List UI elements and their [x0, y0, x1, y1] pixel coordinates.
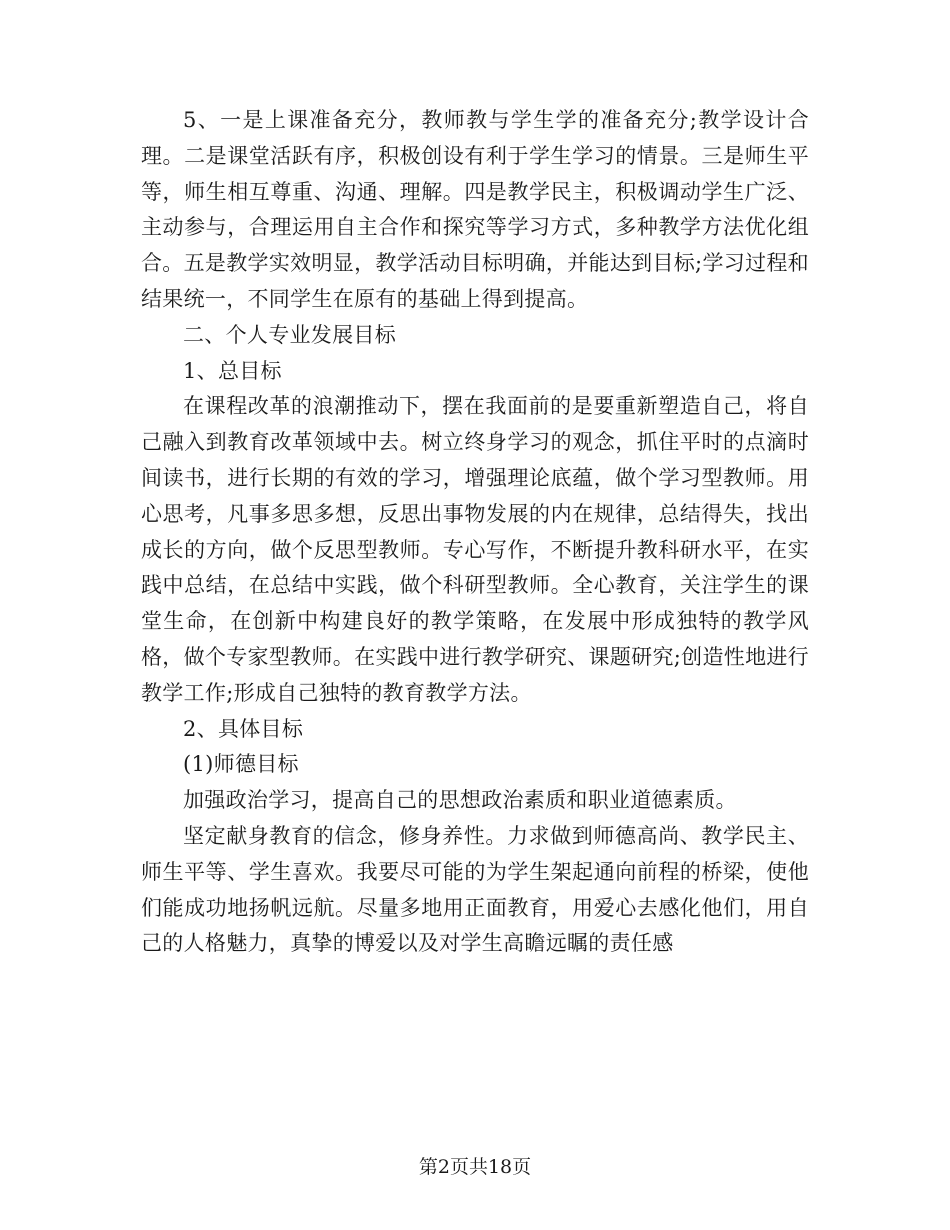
document-body — [141, 103, 809, 962]
heading-ethics-goal: (1)师德目标 — [183, 752, 299, 777]
heading-overall-goal: 1、总目标 — [183, 358, 282, 383]
heading-professional-goals: 二、个人专业发展目标 — [183, 322, 396, 347]
paragraph-overall-goal: 在课程改革的浪潮推动下，摆在我面前的是要重新塑造自己，将自己融入到教育改革领域中去。树立终身学习的观念，抓住平时的点滴时间读书，进行长期的有效的学习，增强理论底蕴，做个学习型教师。用心思考，凡事多思多想，反思出事物发展的内在规律，总结得失，找出成长的方向，做个反思型教师。专心写作，不断提升教科研水平，在实践中总结，在总结中实践，做个科研型教师。全心教育，关注学生的课堂生命，在创新中构建良好的教学策略，在发展中形成独特的教学风格，做个专家型教师。在实践中进行教学研究、课题研究;创造性地进行教学工作;形成自己独特的教育教学方法。 — [141, 394, 809, 705]
paragraph-teaching-standards: 5、一是上课准备充分，教师教与学生学的准备充分;教学设计合理。二是课堂活跃有序，积极创设有利于学生学习的情景。三是师生平等，师生相互尊重、沟通、理解。四是教学民主，积极调动学生广泛、主动参与，合理运用自主合作和探究等学习方式，多种教学方法优化组合。五是教学实效明显，教学活动目标明确，并能达到目标;学习过程和结果统一，不同学生在原有的基础上得到提高。 — [141, 108, 809, 311]
page-number: 第2页共18页 — [418, 1156, 532, 1178]
paragraph-dedication: 坚定献身教育的信念，修身养性。力求做到师德高尚、教学民主、师生平等、学生喜欢。我要尽可能的为学生架起通向前程的桥梁，使他们能成功地扬帆远航。尽量多地用正面教育，用爱心去感化他们，用自己的人格魅力，真挚的博爱以及对学生高瞻远瞩的责任感 — [141, 823, 809, 956]
heading-specific-goals: 2、具体目标 — [183, 716, 304, 741]
paragraph-political-study: 加强政治学习，提高自己的思想政治素质和职业道德素质。 — [183, 788, 737, 813]
